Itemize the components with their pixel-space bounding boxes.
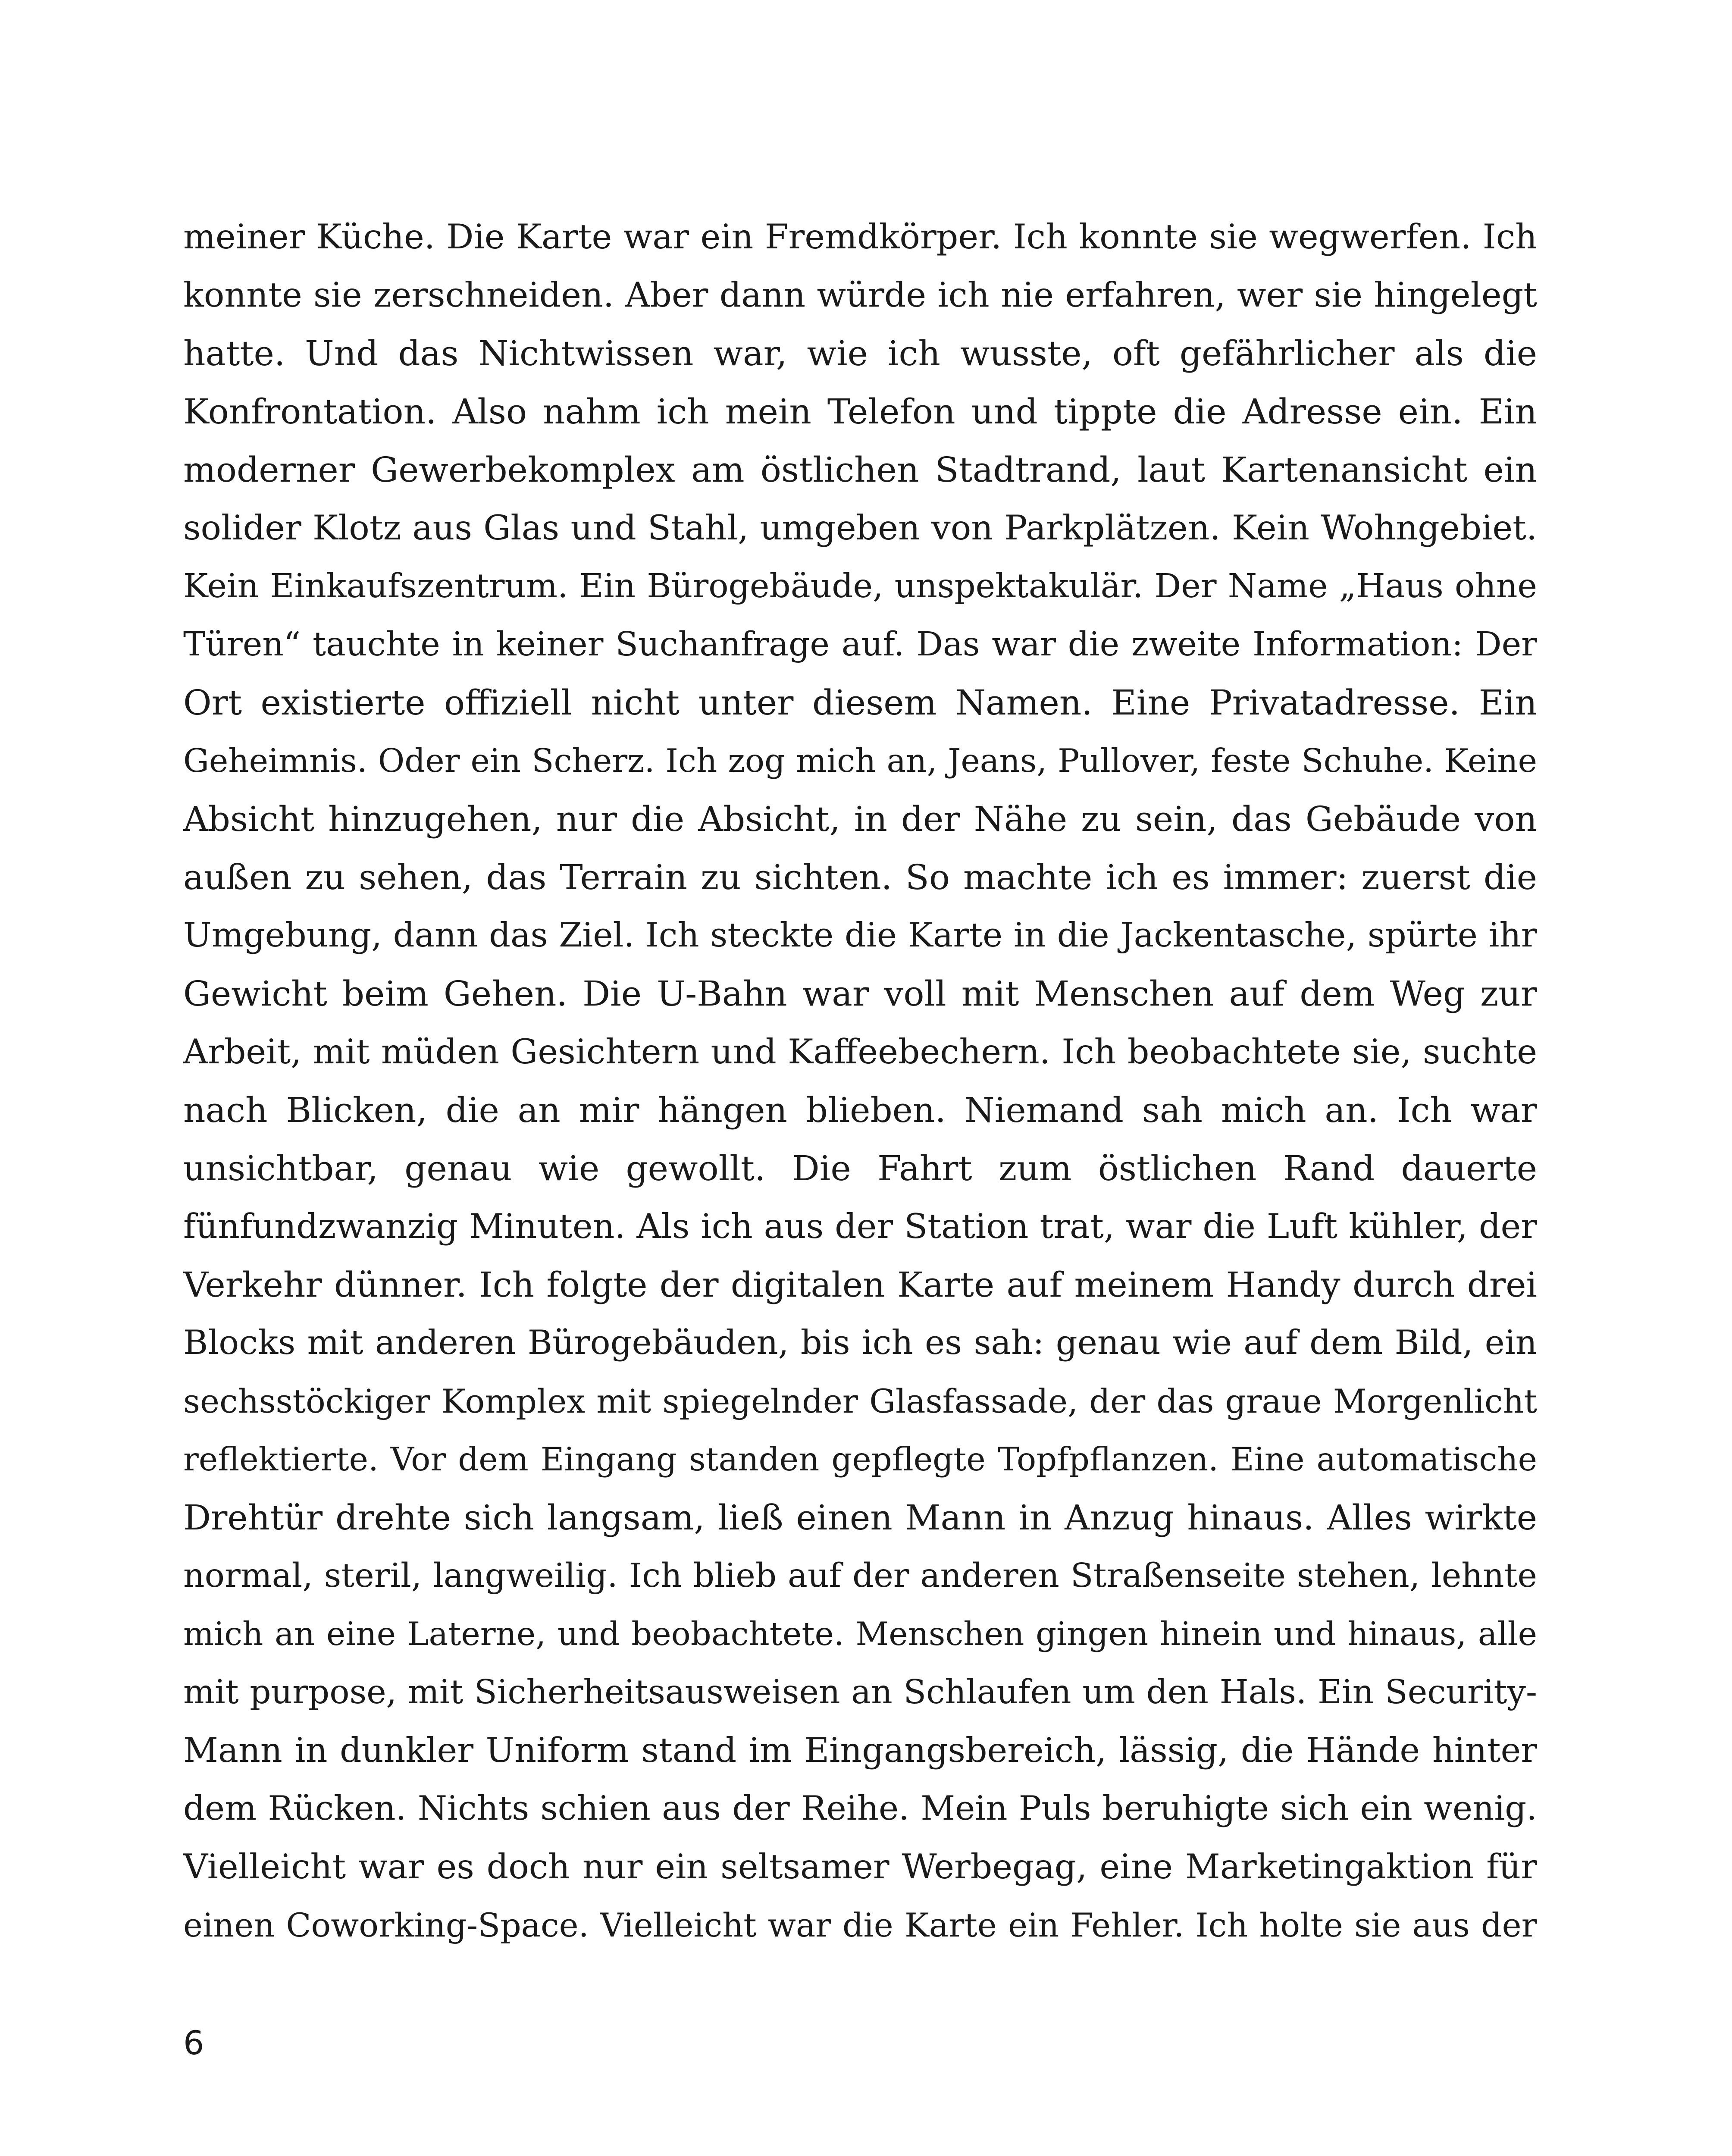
text-line: Blocks mit anderen Bürogebäuden, bis ich es sah: genau wie auf dem Bild, ein xyxy=(183,1323,1537,1362)
text-line: mit purpose, mit Sicherheitsausweisen an Schlaufen um den Hals. Ein Security- xyxy=(183,1673,1537,1711)
text-line: Mann in dunkler Uniform stand im Eingangsbereich, lässig, die Hände hinter xyxy=(183,1730,1537,1770)
text-line: Konfrontation. Also nahm ich mein Telefon und tippte die Adresse ein. Ein xyxy=(183,392,1537,432)
text-line: dem Rücken. Nichts schien aus der Reihe. Mein Puls beruhigte sich ein wenig. xyxy=(183,1789,1537,1828)
text-line: nach Blicken, die an mir hängen blieben. Niemand sah mich an. Ich war xyxy=(183,1090,1537,1130)
text-line: normal, steril, langweilig. Ich blieb auf der anderen Straßenseite stehen, lehnte xyxy=(183,1557,1537,1595)
body-text xyxy=(183,208,1537,1954)
text-line: Ort existierte offiziell nicht unter diesem Namen. Eine Privatadresse. Ein xyxy=(183,683,1537,723)
text-line: Drehtür drehte sich langsam, ließ einen Mann in Anzug hinaus. Alles wirkte xyxy=(183,1498,1537,1538)
text-line: konnte sie zerschneiden. Aber dann würde ich nie erfahren, wer sie hingelegt xyxy=(183,275,1537,315)
text-line: Vielleicht war es doch nur ein seltsamer Werbegag, eine Marketingaktion für xyxy=(183,1847,1537,1887)
text-line: Verkehr dünner. Ich folgte der digitalen Karte auf meinem Handy durch drei xyxy=(183,1265,1537,1305)
text-line: Geheimnis. Oder ein Scherz. Ich zog mich an, Jeans, Pullover, feste Schuhe. Keine xyxy=(183,742,1537,780)
text-line: außen zu sehen, das Terrain zu sichten. So machte ich es immer: zuerst die xyxy=(183,857,1537,897)
text-line: Absicht hinzugehen, nur die Absicht, in der Nähe zu sein, das Gebäude von xyxy=(183,799,1537,839)
text-line: meiner Küche. Die Karte war ein Fremdkörper. Ich konnte sie wegwerfen. Ich xyxy=(183,217,1537,257)
text-line: hatte. Und das Nichtwissen war, wie ich wusste, oft gefährlicher als die xyxy=(183,333,1537,373)
text-line: Umgebung, dann das Ziel. Ich steckte die Karte in die Jackentasche, spürte ihr xyxy=(183,916,1537,955)
text-line: Türen“ tauchte in keiner Suchanfrage auf. Das war die zweite Information: Der xyxy=(183,625,1537,664)
text-line: Arbeit, mit müden Gesichtern und Kaffeebechern. Ich beobachtete sie, suchte xyxy=(183,1032,1537,1072)
text-line: unsichtbar, genau wie gewollt. Die Fahrt zum östlichen Rand dauerte xyxy=(183,1148,1537,1188)
text-line: moderner Gewerbekomplex am östlichen Stadtrand, laut Kartenansicht ein xyxy=(183,450,1537,490)
text-line: Kein Einkaufszentrum. Ein Bürogebäude, unspektakulär. Der Name „Haus ohne xyxy=(183,567,1537,605)
text-line: Gewicht beim Gehen. Die U-Bahn war voll mit Menschen auf dem Weg zur xyxy=(183,974,1537,1014)
text-line: fünfundzwanzig Minuten. Als ich aus der Station trat, war die Luft kühler, der xyxy=(183,1206,1537,1246)
text-line: sechsstöckiger Komplex mit spiegelnder Glasfassade, der das graue Morgenlicht xyxy=(183,1382,1537,1420)
text-line: einen Coworking-Space. Vielleicht war die Karte ein Fehler. Ich holte sie aus der xyxy=(183,1906,1537,1944)
page-number: 6 xyxy=(183,2024,204,2062)
text-line: reflektierte. Vor dem Eingang standen gepflegte Topfpflanzen. Eine automatische xyxy=(183,1440,1537,1478)
text-line: solider Klotz aus Glas und Stahl, umgeben von Parkplätzen. Kein Wohngebiet. xyxy=(183,508,1537,548)
text-line: mich an eine Laterne, und beobachtete. Menschen gingen hinein und hinaus, alle xyxy=(183,1615,1537,1653)
